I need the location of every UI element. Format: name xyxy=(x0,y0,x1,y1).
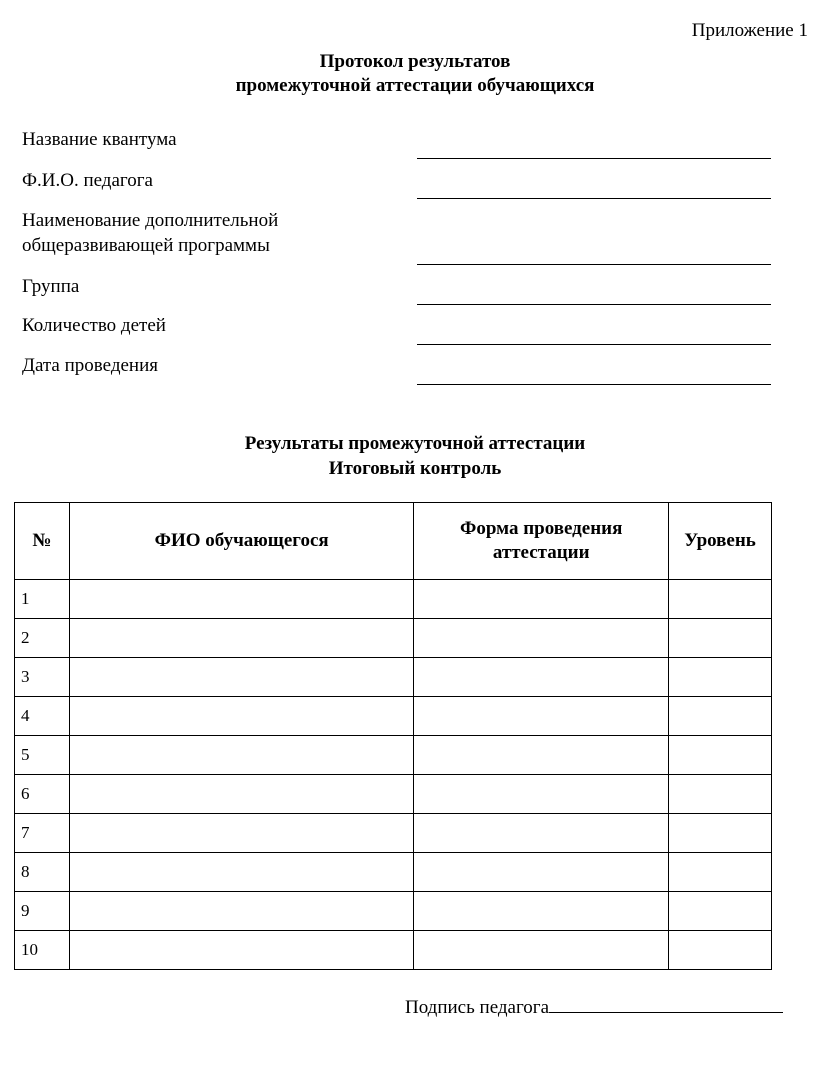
field-label-children-count: Количество детей xyxy=(22,315,166,336)
signature-block xyxy=(405,996,783,1019)
header-name: ФИО обучающегося xyxy=(69,503,413,580)
row-number: 1 xyxy=(15,580,70,619)
field-line-group[interactable] xyxy=(417,304,771,305)
appendix-label: Приложение 1 xyxy=(691,20,808,41)
row-number: 5 xyxy=(15,736,70,775)
table-row xyxy=(15,892,772,931)
field-line-children-count[interactable] xyxy=(417,344,771,345)
cell-level[interactable] xyxy=(669,619,772,658)
cell-name[interactable] xyxy=(69,814,413,853)
field-label-program-line-1: Наименование дополнительной xyxy=(22,210,279,231)
cell-level[interactable] xyxy=(669,853,772,892)
row-number: 8 xyxy=(15,853,70,892)
field-line-program[interactable] xyxy=(417,264,771,265)
cell-level[interactable] xyxy=(669,736,772,775)
cell-form[interactable] xyxy=(414,736,669,775)
cell-level[interactable] xyxy=(669,931,772,970)
cell-level[interactable] xyxy=(669,658,772,697)
results-title-line-1: Результаты промежуточной аттестации xyxy=(244,433,586,454)
table-header-row xyxy=(15,503,772,580)
cell-form[interactable] xyxy=(414,658,669,697)
cell-form[interactable] xyxy=(414,619,669,658)
cell-name[interactable] xyxy=(69,619,413,658)
results-title-line-2: Итоговый контроль xyxy=(328,458,502,479)
cell-form[interactable] xyxy=(414,814,669,853)
row-number: 2 xyxy=(15,619,70,658)
cell-name[interactable] xyxy=(69,892,413,931)
table-row xyxy=(15,658,772,697)
field-label-group: Группа xyxy=(22,276,80,297)
row-number: 10 xyxy=(15,931,70,970)
document-title-line-2: промежуточной аттестации обучающихся xyxy=(235,75,595,96)
field-label-program-line-2: общеразвивающей программы xyxy=(22,235,270,256)
cell-name[interactable] xyxy=(69,658,413,697)
header-form-line-1: Форма проведения xyxy=(460,518,623,539)
cell-name[interactable] xyxy=(69,736,413,775)
row-number: 3 xyxy=(15,658,70,697)
header-level: Уровень xyxy=(669,503,772,580)
row-number: 7 xyxy=(15,814,70,853)
cell-form[interactable] xyxy=(414,697,669,736)
cell-form[interactable] xyxy=(414,853,669,892)
signature-label: Подпись педагога xyxy=(405,997,550,1018)
field-label-kvantum: Название квантума xyxy=(22,129,177,150)
cell-level[interactable] xyxy=(669,814,772,853)
cell-level[interactable] xyxy=(669,580,772,619)
cell-name[interactable] xyxy=(69,931,413,970)
cell-form[interactable] xyxy=(414,892,669,931)
table-row xyxy=(15,736,772,775)
table-row xyxy=(15,775,772,814)
cell-name[interactable] xyxy=(69,853,413,892)
header-num: № xyxy=(15,503,70,580)
cell-level[interactable] xyxy=(669,697,772,736)
cell-name[interactable] xyxy=(69,697,413,736)
cell-form[interactable] xyxy=(414,580,669,619)
cell-form[interactable] xyxy=(414,931,669,970)
cell-name[interactable] xyxy=(69,580,413,619)
cell-level[interactable] xyxy=(669,892,772,931)
row-number: 6 xyxy=(15,775,70,814)
document-title-line-1: Протокол результатов xyxy=(319,51,511,72)
field-line-kvantum[interactable] xyxy=(417,158,771,159)
signature-line[interactable] xyxy=(549,996,783,1013)
field-line-date[interactable] xyxy=(417,384,771,385)
table-row xyxy=(15,853,772,892)
cell-form[interactable] xyxy=(414,775,669,814)
table-row xyxy=(15,814,772,853)
table-row xyxy=(15,619,772,658)
cell-level[interactable] xyxy=(669,775,772,814)
table-row xyxy=(15,931,772,970)
header-form xyxy=(414,503,669,580)
table-row xyxy=(15,580,772,619)
results-table xyxy=(14,502,772,970)
field-label-teacher: Ф.И.О. педагога xyxy=(22,170,153,191)
row-number: 4 xyxy=(15,697,70,736)
header-form-line-2: аттестации xyxy=(492,542,590,563)
cell-name[interactable] xyxy=(69,775,413,814)
field-label-date: Дата проведения xyxy=(22,355,159,376)
row-number: 9 xyxy=(15,892,70,931)
table-row xyxy=(15,697,772,736)
field-line-teacher[interactable] xyxy=(417,198,771,199)
